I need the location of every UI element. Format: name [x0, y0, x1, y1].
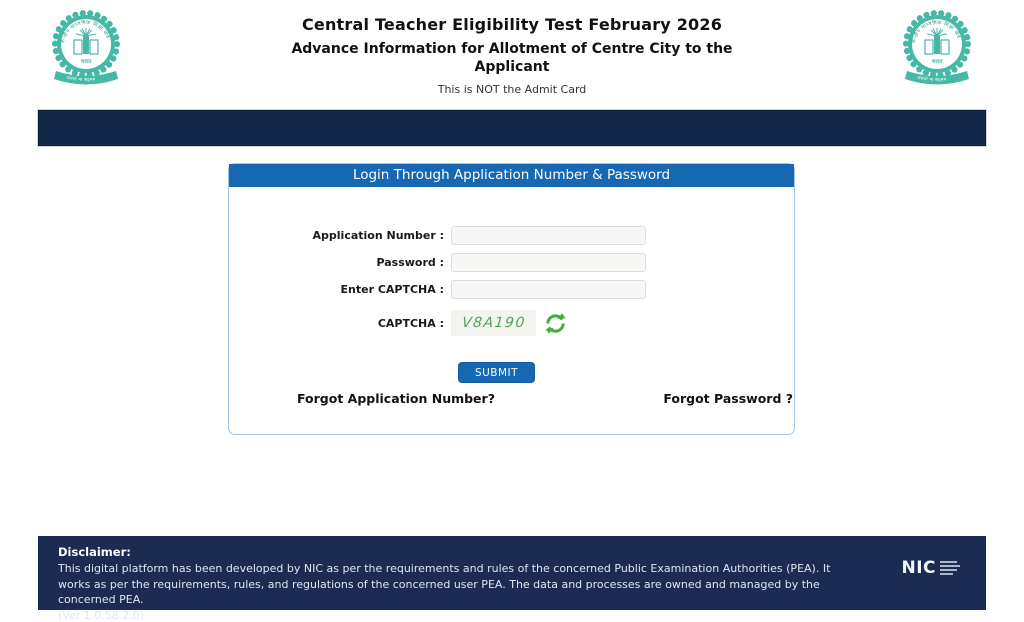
svg-text:असतो मा सद्गमय: असतो मा सद्गमय	[916, 74, 947, 83]
nav-bar	[38, 110, 986, 146]
captcha-code: V8A190	[460, 315, 527, 331]
password-input[interactable]	[451, 253, 646, 272]
application-number-label: Application Number :	[312, 229, 444, 242]
login-panel	[228, 163, 795, 435]
svg-text:केन्द्रीय माध्यमिक शिक्षा बोर्: केन्द्रीय माध्यमिक शिक्षा बोर्ड	[60, 19, 111, 44]
svg-text:भारत: भारत	[931, 59, 943, 65]
submit-button[interactable]: SUBMIT	[458, 362, 535, 383]
version-text: (Ver 1.0.58.2.0)	[58, 608, 145, 622]
enter-captcha-row	[229, 280, 794, 299]
password-row	[229, 253, 794, 272]
nic-logo-lines	[940, 561, 960, 575]
page-subtitle: Advance Information for Allotment of Centre City to the Applicant	[291, 41, 733, 75]
application-number-row	[229, 226, 794, 245]
nic-logo-text: NIC	[901, 558, 936, 578]
captcha-label: CAPTCHA :	[377, 316, 444, 330]
disclaimer-title: Disclaimer:	[58, 545, 131, 559]
captcha-input[interactable]	[451, 280, 646, 299]
svg-text:असतो मा सद्गमय: असतो मा सद्गमय	[65, 74, 96, 83]
refresh-captcha-icon[interactable]	[544, 312, 567, 335]
password-label: Password :	[376, 256, 444, 269]
enter-captcha-label: Enter CAPTCHA :	[340, 283, 444, 296]
header	[0, 15, 1024, 96]
login-panel-title: Login Through Application Number & Password	[229, 164, 794, 187]
forgot-application-link[interactable]: Forgot Application Number?	[297, 391, 495, 406]
nic-logo	[901, 558, 960, 578]
disclaimer-text: This digital platform has been developed by NIC as per the requirements and rules of the concerned Public Examination Authorities (PEA). It works as per the requirements, rules, and regulations of the concerned user PEA. The data and processes are owned and managed by the concerned PEA.	[58, 562, 831, 607]
svg-text:केन्द्रीय माध्यमिक शिक्षा बोर्: केन्द्रीय माध्यमिक शिक्षा बोर्ड	[911, 19, 962, 44]
forgot-password-link[interactable]: Forgot Password ?	[663, 391, 793, 406]
footer	[38, 536, 986, 622]
page-title: Central Teacher Eligibility Test February 2026	[301, 15, 723, 34]
application-number-input[interactable]	[451, 226, 646, 245]
captcha-image	[451, 310, 536, 336]
captcha-image-row	[229, 310, 794, 336]
admit-card-note: This is NOT the Admit Card	[437, 83, 587, 96]
svg-text:भारत: भारत	[80, 59, 92, 65]
